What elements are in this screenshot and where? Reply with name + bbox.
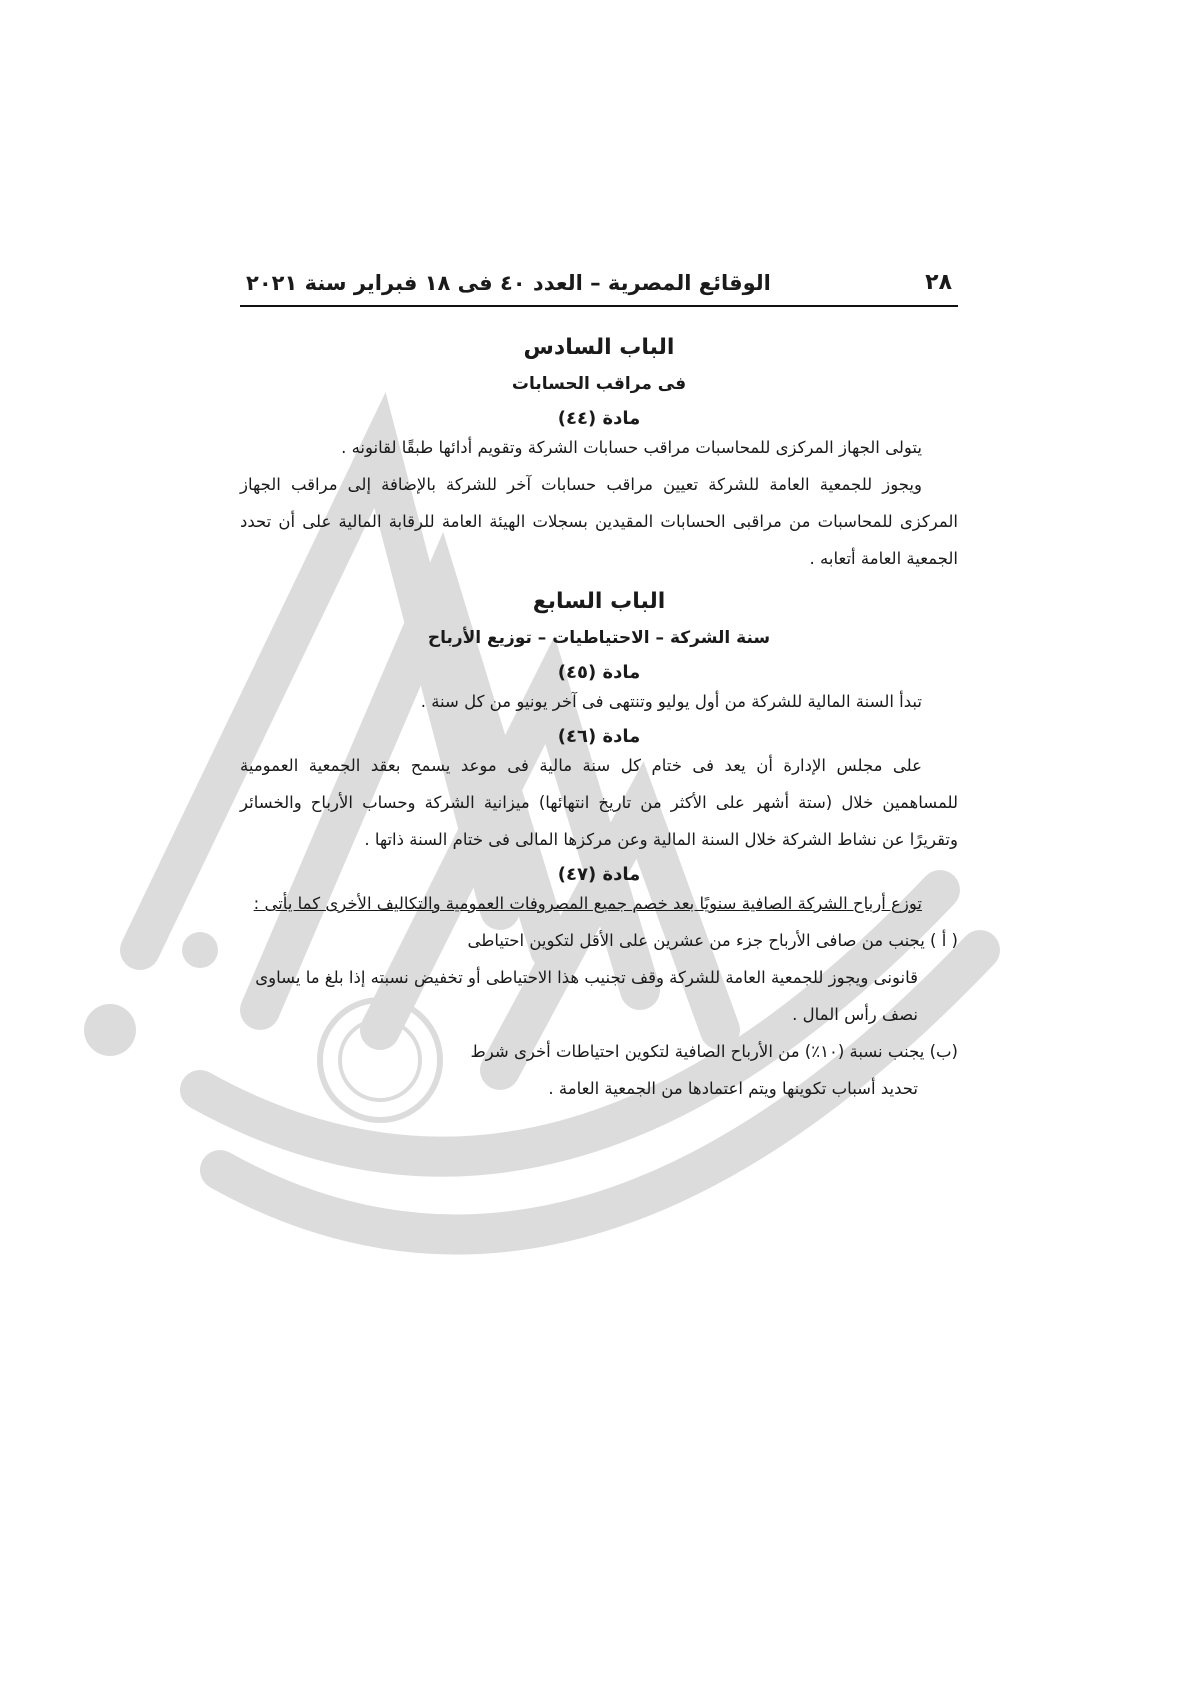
article-45-title: مادة (٤٥): [557, 662, 641, 683]
page-number: ٢٨: [925, 270, 952, 295]
article-47-title: مادة (٤٧): [557, 864, 641, 885]
gazette-page: [240, 270, 958, 1107]
article-47-item-a: [240, 922, 958, 1033]
article-44-paragraph-1: يتولى الجهاز المركزى للمحاسبات مراقب حسابات الشركة وتقويم أدائها طبقًا لقانونه .: [341, 438, 922, 457]
chapter-7-subtitle: سنة الشركة – الاحتياطيات – توزيع الأرباح: [427, 628, 771, 648]
item-b-continuation: تحديد أسباب تكوينها ويتم اعتمادها من الجمعية العامة .: [548, 1079, 918, 1098]
article-47-intro-text: توزع أرباح الشركة الصافية سنويًا بعد خصم جميع المصروفات العمومية والتكاليف الأخرى كما يأتى :: [253, 894, 922, 913]
item-b-line-1: يجنب نسبة (١٠٪) من الأرباح الصافية لتكوين احتياطات أخرى شرط: [470, 1042, 925, 1061]
chapter-6-subtitle: فى مراقب الحسابات: [511, 374, 687, 394]
article-47-item-b: [240, 1033, 958, 1107]
article-44-title: مادة (٤٤): [557, 408, 641, 429]
item-a-label: ( أ ): [930, 931, 958, 950]
page-header: [240, 270, 958, 307]
article-44-paragraph-2: ويجوز للجمعية العامة للشركة تعيين مراقب حسابات آخر للشركة بالإضافة إلى مراقب الجهاز المركزى للمحاسبات من مراقبى الحسابات المقيدين بسجلات الهيئة العامة للرقابة المالية على أن تحدد الجمعية العامة أتعابه .: [240, 475, 958, 568]
article-46-title: مادة (٤٦): [557, 726, 641, 747]
article-46-paragraph-1: على مجلس الإدارة أن يعد فى ختام كل سنة مالية فى موعد يسمح بعقد الجمعية العمومية للمساهمين خلال (ستة أشهر على الأكثر من تاريخ انتهائها) ميزانية الشركة وحساب الأرباح والخسائر وتقريرًا عن نشاط الشركة خلال السنة المالية وعن مركزها المالى فى ختام السنة ذاتها .: [240, 756, 958, 849]
item-a-line-1: يجنب من صافى الأرباح جزء من عشرين على الأقل لتكوين احتياطى: [467, 931, 925, 950]
article-47-intro: [240, 885, 958, 922]
gazette-title: الوقائع المصرية – العدد ٤٠ فى ١٨ فبراير سنة ٢٠٢١: [246, 270, 771, 295]
chapter-6-title: الباب السادس: [523, 335, 675, 360]
item-b-label: (ب): [929, 1042, 958, 1061]
article-45-paragraph-1: تبدأ السنة المالية للشركة من أول يوليو وتنتهى فى آخر يونيو من كل سنة .: [420, 692, 922, 711]
chapter-7-title: الباب السابع: [532, 589, 666, 614]
item-a-continuation: قانونى ويجوز للجمعية العامة للشركة وقف تجنيب هذا الاحتياطى أو تخفيض نسبته إذا بلغ ما يساوى نصف رأس المال .: [255, 968, 918, 1024]
